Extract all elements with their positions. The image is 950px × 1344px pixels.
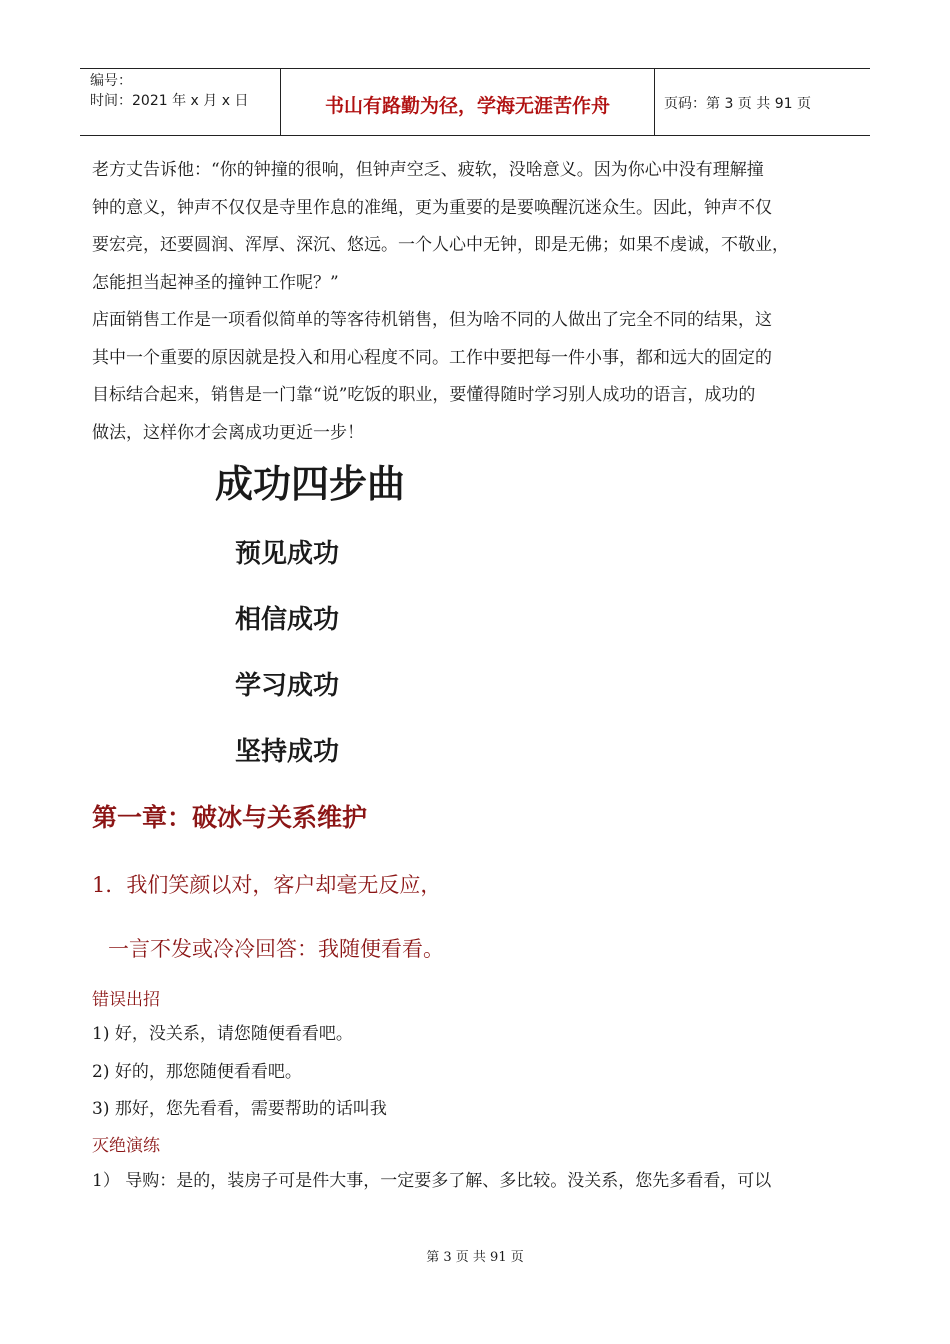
number-label: 编号： (90, 73, 132, 89)
wrong-heading: 错误出招 (92, 990, 160, 1010)
paragraph-line: 目标结合起来，销售是一门靠“说”吃饭的职业，要懂得随时学习别人成功的语言，成功的 (92, 385, 756, 405)
paragraph-line: 其中一个重要的原因就是投入和用心程度不同。工作中要把每一件小事，都和远大的固定的 (92, 347, 772, 368)
header-meta (80, 69, 281, 135)
paragraph-line: 店面销售工作是一项看似简单的等客待机销售，但为啥不同的人做出了完全不同的结果，这 (92, 310, 772, 330)
paragraph-line: 做法，这样你才会离成功更近一步！ (92, 422, 364, 443)
paragraph-line: 老方丈告诉他：“你的钟撞的很响，但钟声空乏、疲软，没啥意义。因为你心中没有理解撞 (92, 160, 764, 180)
step-item: 学习成功 (235, 671, 340, 701)
list-item: 1） 导购：是的，装房子可是件大事，一定要多了解、多比较。没关系，您先多看看，可以 (92, 1171, 772, 1191)
header-page-info: 页码：第 3 页 共 91 页 (664, 96, 811, 112)
question-line: 一言不发或冷冷回答：我随便看看。 (108, 937, 444, 961)
paragraph-line: 要宏亮，还要圆润、浑厚、深沉、悠远。一个人心中无钟，即是无佛；如果不虔诚，不敬业， (92, 235, 789, 255)
drill-heading: 灭绝演练 (92, 1136, 160, 1156)
list-item: 2) 好的，那您随便看看吧。 (92, 1062, 302, 1082)
list-item: 1) 好，没关系，请您随便看看吧。 (92, 1024, 353, 1044)
time-label: 时间：2021 年 x 月 x 日 (90, 93, 249, 109)
list-item: 3) 那好，您先看看，需要帮助的话叫我 (92, 1099, 387, 1119)
paragraph-sales (92, 302, 872, 452)
paragraph-line: 钟的意义，钟声不仅仅是寺里作息的准绳，更为重要的是要唤醒沉迷众生。因此，钟声不仅 (92, 197, 772, 218)
question-line: 1．我们笑颜以对，客户却毫无反应， (92, 873, 442, 897)
page-footer: 第 3 页 共 91 页 (426, 1250, 524, 1265)
step-item: 坚持成功 (235, 737, 340, 767)
step-item: 预见成功 (235, 539, 340, 569)
header-motto: 书山有路勤为径，学海无涯苦作舟 (281, 69, 655, 135)
page-header (80, 68, 870, 136)
step-item: 相信成功 (235, 605, 340, 635)
section-title: 成功四步曲 (215, 462, 406, 506)
paragraph-story (92, 152, 872, 302)
paragraph-line: 怎能担当起神圣的撞钟工作呢？” (92, 272, 339, 293)
chapter-heading: 第一章：破冰与关系维护 (92, 803, 368, 832)
